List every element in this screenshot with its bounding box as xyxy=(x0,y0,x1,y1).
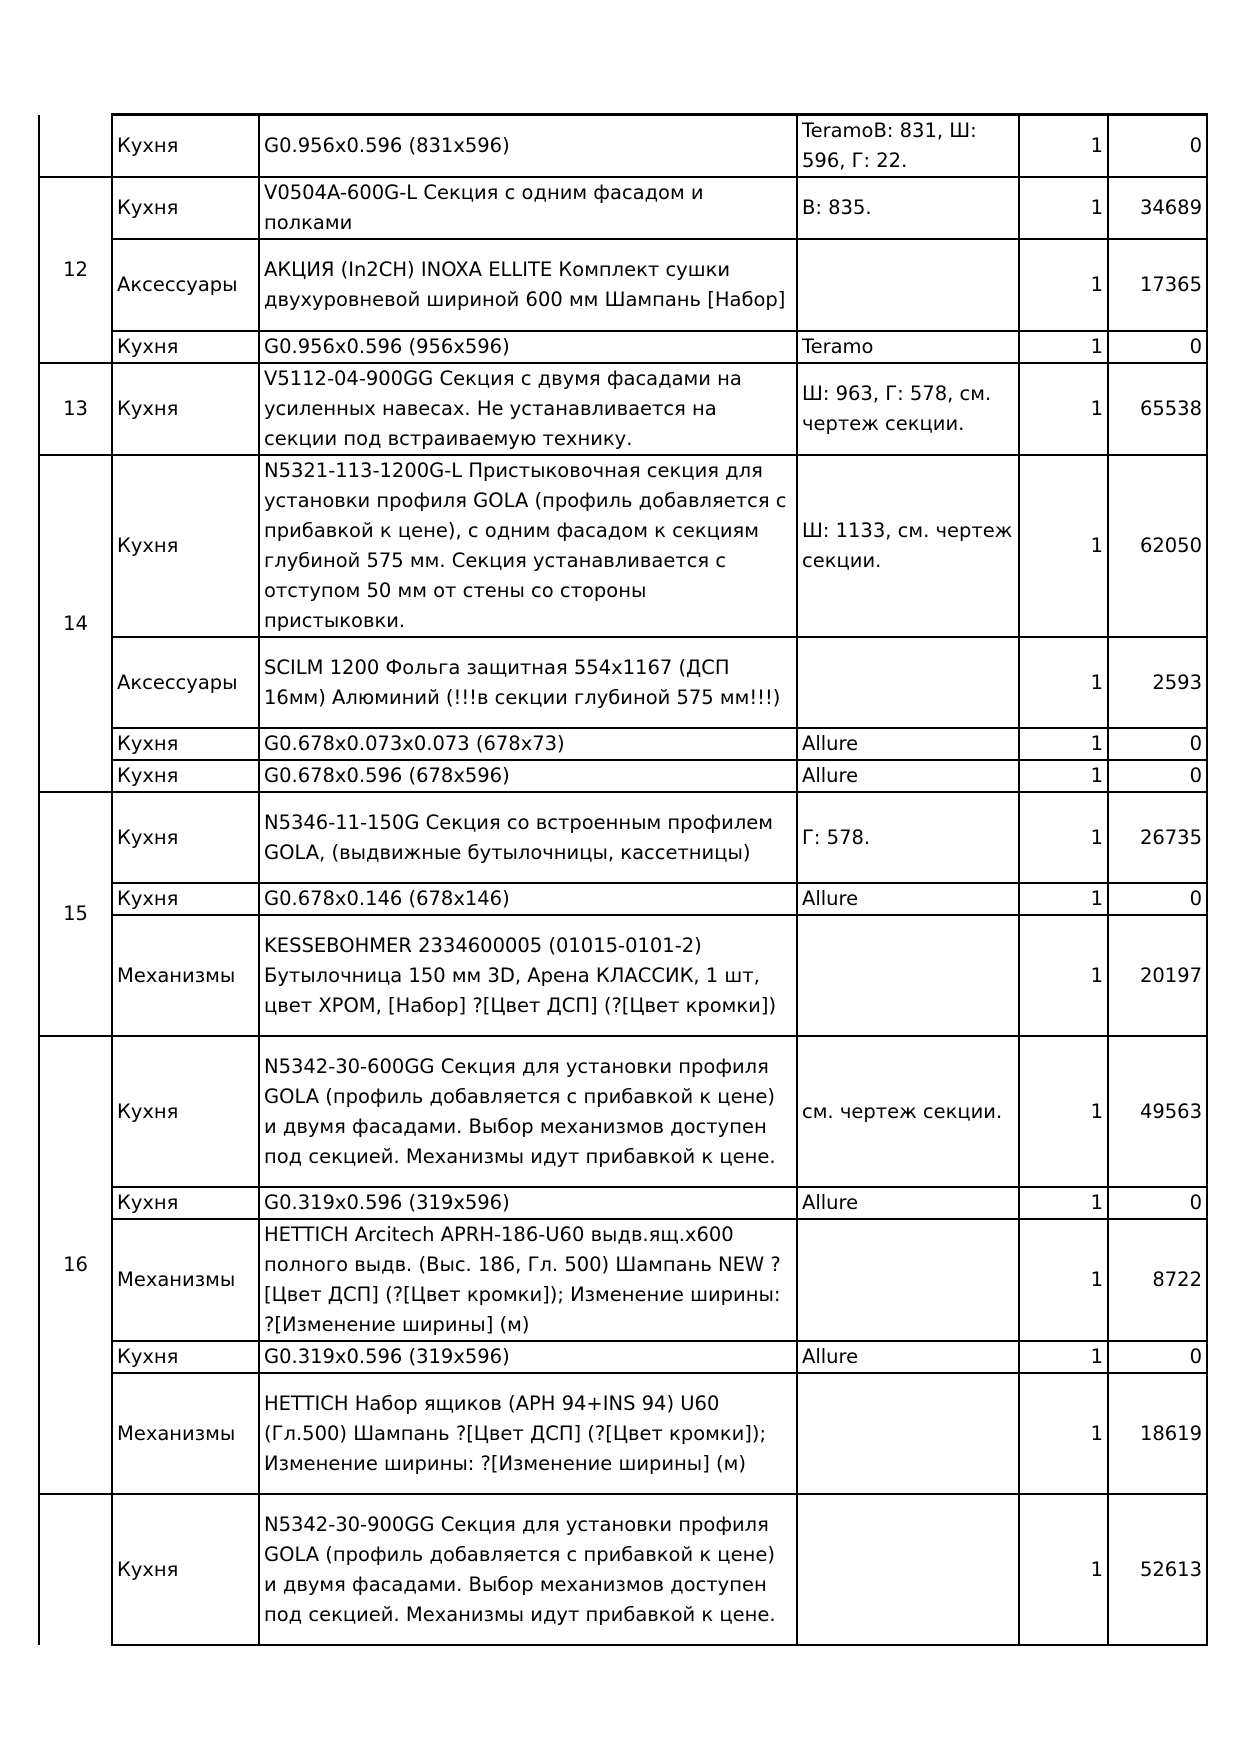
position-number-cell xyxy=(39,1494,112,1645)
table-row xyxy=(39,760,1207,792)
category-cell: Кухня xyxy=(112,455,259,637)
description-cell: SCILM 1200 Фольга защитная 554x1167 (ДСП 16мм) Алюминий (!!!в секции глубиной 575 мм!!!) xyxy=(259,637,797,728)
category-cell: Кухня xyxy=(112,177,259,239)
parameters-cell: Allure xyxy=(797,1187,1019,1219)
quantity-cell: 1 xyxy=(1019,177,1108,239)
description-cell: N5321-113-1200G-L Пристыковочная секция для установки профиля GOLA (профиль добавляется с прибавкой к цене), с одним фасадом к секциям глубиной 575 мм. Секция устанавливается с отступом 50 мм от стены со стороны пристыковки. xyxy=(259,455,797,637)
description-cell: HETTICH Arcitech APRH-186-U60 выдв.ящ.x600 полного выдв. (Выс. 186, Гл. 500) Шампань NEW ?[Цвет ДСП] (?[Цвет кромки]); Изменение ширины: ?[Изменение ширины] (м) xyxy=(259,1219,797,1341)
price-cell: 17365 xyxy=(1108,239,1207,331)
description-cell: G0.319x0.596 (319x596) xyxy=(259,1341,797,1373)
price-cell: 0 xyxy=(1108,883,1207,915)
description-cell: N5342-30-600GG Секция для установки профиля GOLA (профиль добавляется с прибавкой к цене) и двумя фасадами. Выбор механизмов доступен под секцией. Механизмы идут прибавкой к цене. xyxy=(259,1036,797,1187)
category-cell: Кухня xyxy=(112,331,259,363)
price-cell: 52613 xyxy=(1108,1494,1207,1645)
parameters-cell: В: 835. xyxy=(797,177,1019,239)
price-cell: 65538 xyxy=(1108,363,1207,455)
description-cell: N5342-30-900GG Секция для установки профиля GOLA (профиль добавляется с прибавкой к цене) и двумя фасадами. Выбор механизмов доступен под секцией. Механизмы идут прибавкой к цене. xyxy=(259,1494,797,1645)
position-number-cell xyxy=(39,115,112,178)
price-cell: 2593 xyxy=(1108,637,1207,728)
position-number-cell: 15 xyxy=(39,792,112,1036)
description-cell: G0.678x0.073x0.073 (678x73) xyxy=(259,728,797,760)
description-cell: G0.956x0.596 (831x596) xyxy=(259,115,797,178)
quantity-cell: 1 xyxy=(1019,1187,1108,1219)
table-row xyxy=(39,728,1207,760)
description-cell: G0.956x0.596 (956x596) xyxy=(259,331,797,363)
category-cell: Кухня xyxy=(112,792,259,883)
description-cell: АКЦИЯ (In2CH) INOXA ELLITE Комплект сушки двухуровневой шириной 600 мм Шампань [Набор] xyxy=(259,239,797,331)
table-row xyxy=(39,1187,1207,1219)
parameters-cell xyxy=(797,1373,1019,1494)
table-row xyxy=(39,239,1207,331)
quantity-cell: 1 xyxy=(1019,883,1108,915)
parameters-cell: Allure xyxy=(797,1341,1019,1373)
category-cell: Кухня xyxy=(112,1036,259,1187)
price-cell: 0 xyxy=(1108,760,1207,792)
parameters-cell: Allure xyxy=(797,728,1019,760)
category-cell: Кухня xyxy=(112,1494,259,1645)
category-cell: Аксессуары xyxy=(112,637,259,728)
table-row xyxy=(39,883,1207,915)
quantity-cell: 1 xyxy=(1019,760,1108,792)
category-cell: Механизмы xyxy=(112,1219,259,1341)
price-cell: 0 xyxy=(1108,728,1207,760)
parameters-cell: Г: 578. xyxy=(797,792,1019,883)
price-cell: 62050 xyxy=(1108,455,1207,637)
table-row xyxy=(39,115,1207,178)
quantity-cell: 1 xyxy=(1019,239,1108,331)
table-row xyxy=(39,363,1207,455)
quantity-cell: 1 xyxy=(1019,637,1108,728)
quantity-cell: 1 xyxy=(1019,1373,1108,1494)
quantity-cell: 1 xyxy=(1019,455,1108,637)
quantity-cell: 1 xyxy=(1019,792,1108,883)
price-cell: 26735 xyxy=(1108,792,1207,883)
position-number-cell: 14 xyxy=(39,455,112,792)
description-cell: HETTICH Набор ящиков (APH 94+INS 94) U60 (Гл.500) Шампань ?[Цвет ДСП] (?[Цвет кромки]); Изменение ширины: ?[Изменение ширины] (м) xyxy=(259,1373,797,1494)
position-number-cell: 13 xyxy=(39,363,112,455)
price-cell: 0 xyxy=(1108,1341,1207,1373)
table-row xyxy=(39,455,1207,637)
description-cell: G0.319x0.596 (319x596) xyxy=(259,1187,797,1219)
price-cell: 0 xyxy=(1108,1187,1207,1219)
quantity-cell: 1 xyxy=(1019,915,1108,1036)
parameters-cell: Allure xyxy=(797,760,1019,792)
table-row xyxy=(39,637,1207,728)
quantity-cell: 1 xyxy=(1019,1494,1108,1645)
quantity-cell: 1 xyxy=(1019,1341,1108,1373)
description-cell: V5112-04-900GG Секция с двумя фасадами на усиленных навесах. Не устанавливается на секции под встраиваемую технику. xyxy=(259,363,797,455)
parameters-cell xyxy=(797,239,1019,331)
table-row xyxy=(39,1219,1207,1341)
table-row xyxy=(39,915,1207,1036)
parameters-cell: TeramoВ: 831, Ш: 596, Г: 22. xyxy=(797,115,1019,178)
table-row xyxy=(39,1494,1207,1645)
parameters-cell: Allure xyxy=(797,883,1019,915)
table-row xyxy=(39,1341,1207,1373)
category-cell: Кухня xyxy=(112,363,259,455)
description-cell: N5346-11-150G Секция со встроенным профилем GOLA, (выдвижные бутылочницы, кассетницы) xyxy=(259,792,797,883)
description-cell: V0504A-600G-L Секция с одним фасадом и полками xyxy=(259,177,797,239)
price-cell: 8722 xyxy=(1108,1219,1207,1341)
quantity-cell: 1 xyxy=(1019,331,1108,363)
price-cell: 49563 xyxy=(1108,1036,1207,1187)
parameters-cell: Ш: 1133, см. чертеж секции. xyxy=(797,455,1019,637)
price-cell: 0 xyxy=(1108,115,1207,178)
table-row xyxy=(39,1036,1207,1187)
category-cell: Кухня xyxy=(112,760,259,792)
price-cell: 18619 xyxy=(1108,1373,1207,1494)
price-cell: 34689 xyxy=(1108,177,1207,239)
price-cell: 0 xyxy=(1108,331,1207,363)
quantity-cell: 1 xyxy=(1019,728,1108,760)
quantity-cell: 1 xyxy=(1019,1219,1108,1341)
table-row xyxy=(39,331,1207,363)
table-row xyxy=(39,1373,1207,1494)
category-cell: Механизмы xyxy=(112,915,259,1036)
category-cell: Кухня xyxy=(112,115,259,178)
category-cell: Кухня xyxy=(112,728,259,760)
category-cell: Кухня xyxy=(112,1187,259,1219)
quantity-cell: 1 xyxy=(1019,115,1108,178)
parameters-cell xyxy=(797,1494,1019,1645)
description-cell: G0.678x0.596 (678x596) xyxy=(259,760,797,792)
position-number-cell: 12 xyxy=(39,177,112,363)
specification-table xyxy=(38,113,1208,1646)
price-cell: 20197 xyxy=(1108,915,1207,1036)
parameters-cell: Teramo xyxy=(797,331,1019,363)
description-cell: KESSEBOHMER 2334600005 (01015-0101-2) Бутылочница 150 мм 3D, Арена КЛАССИК, 1 шт, цвет ХРОМ, [Набор] ?[Цвет ДСП] (?[Цвет кромки]) xyxy=(259,915,797,1036)
table-row xyxy=(39,792,1207,883)
table-row xyxy=(39,177,1207,239)
parameters-cell: Ш: 963, Г: 578, см. чертеж секции. xyxy=(797,363,1019,455)
parameters-cell xyxy=(797,637,1019,728)
description-cell: G0.678x0.146 (678x146) xyxy=(259,883,797,915)
category-cell: Кухня xyxy=(112,1341,259,1373)
quantity-cell: 1 xyxy=(1019,1036,1108,1187)
quantity-cell: 1 xyxy=(1019,363,1108,455)
parameters-cell xyxy=(797,915,1019,1036)
category-cell: Механизмы xyxy=(112,1373,259,1494)
parameters-cell: см. чертеж секции. xyxy=(797,1036,1019,1187)
parameters-cell xyxy=(797,1219,1019,1341)
category-cell: Аксессуары xyxy=(112,239,259,331)
category-cell: Кухня xyxy=(112,883,259,915)
position-number-cell: 16 xyxy=(39,1036,112,1494)
